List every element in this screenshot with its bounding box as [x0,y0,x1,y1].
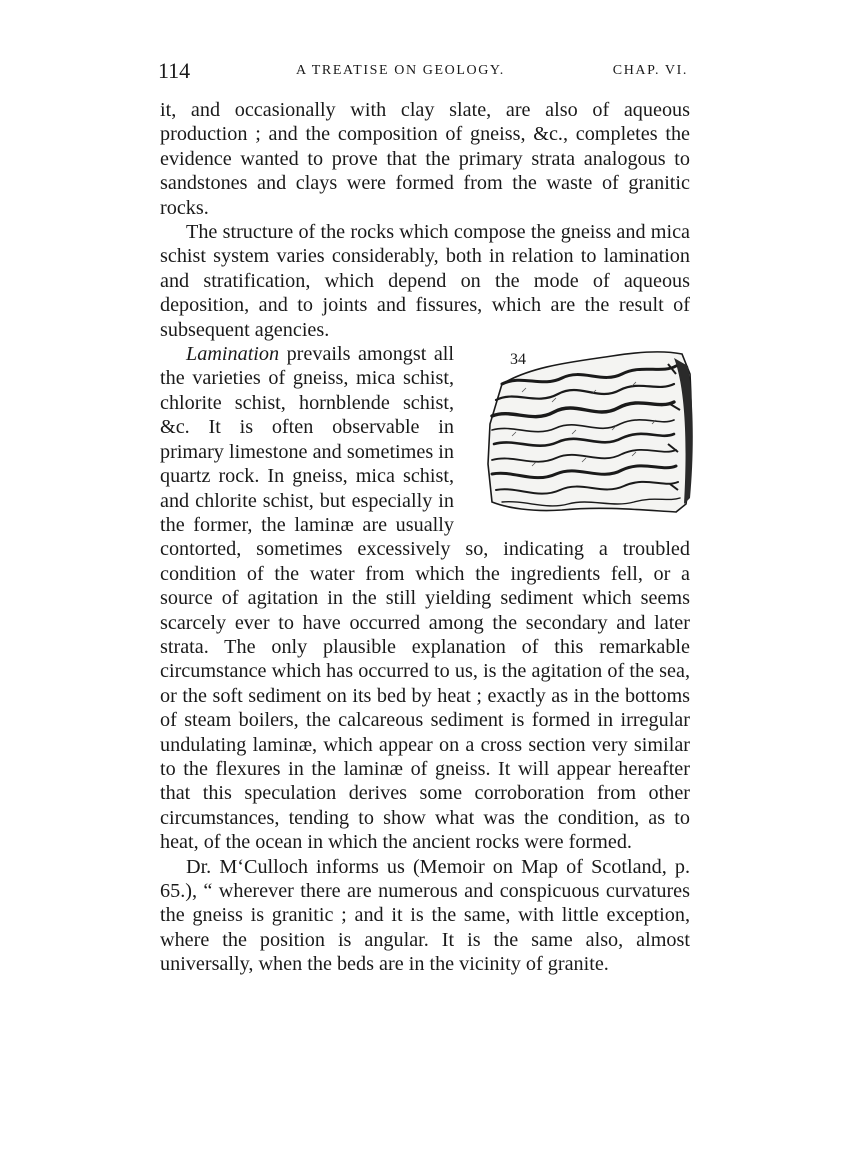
running-title: A TREATISE ON GEOLOGY. [296,63,505,78]
paragraph: it, and occasionally with clay slate, are also of aqueous production ; and the composition of gneiss, &c., completes the evidence wanted to prove that the primary strata analogous to sandstones and clays were formed from the waste of granitic rocks. [160,99,690,219]
paragraph: Dr. M‘Culloch informs us (Memoir on Map of Scotland, p. 65.), “ wherever there are numerous and conspicuous curvatures the gneiss is granitic ; and it is the same, with little exception, where the position is angular. It is the same also, almost universally, when the beds are in the vicinity of granite. [160,855,690,976]
paragraph-body: prevails amongst all the varieties of gneiss, mica schist, chlorite schist, hornblende schist, &c. It is often observable in primary limestone and sometimes in quartz rock. In gneiss, mica schist, and chlorite schist, but especially in the former, the laminæ are usually contorted, sometimes excessively so, indicating a troubled condition of the water from which the ingredients fell, or a source of agitation in the still yielding sediment which seems scarcely ever to have occurred among the secondary and later strata. The only plausible explanation of this remarkable circumstance which has occurred to us, is the agitation of the sea, or the soft sediment on its bed by heat ; exactly as in the bottoms of steam boilers, the calcareous sediment is formed in irregular undulating laminæ, which appear on a cross section very similar to the flexures in the laminæ of gneiss. It will appear hereafter that this speculation derives some corroboration from other circumstances, tending to show what was the condition, as to heat, of the ocean in which the ancient rocks were formed. [160,343,690,854]
lamination-term: Lamination [186,343,280,366]
running-header [158,58,688,86]
page-number: 114 [158,58,191,83]
chapter-label: CHAP. VI. [612,63,688,78]
paragraph [160,342,690,855]
figure-34 [462,344,694,520]
paragraph: The structure of the rocks which compose the gneiss and mica schist system varies considerably, both in relation to lamination and stratification, which depend on the mode of aqueous deposition, and to joints and fissures, which are the result of subsequent agencies. [160,221,690,341]
body-text [160,98,690,977]
figure-number: 34 [510,351,526,369]
